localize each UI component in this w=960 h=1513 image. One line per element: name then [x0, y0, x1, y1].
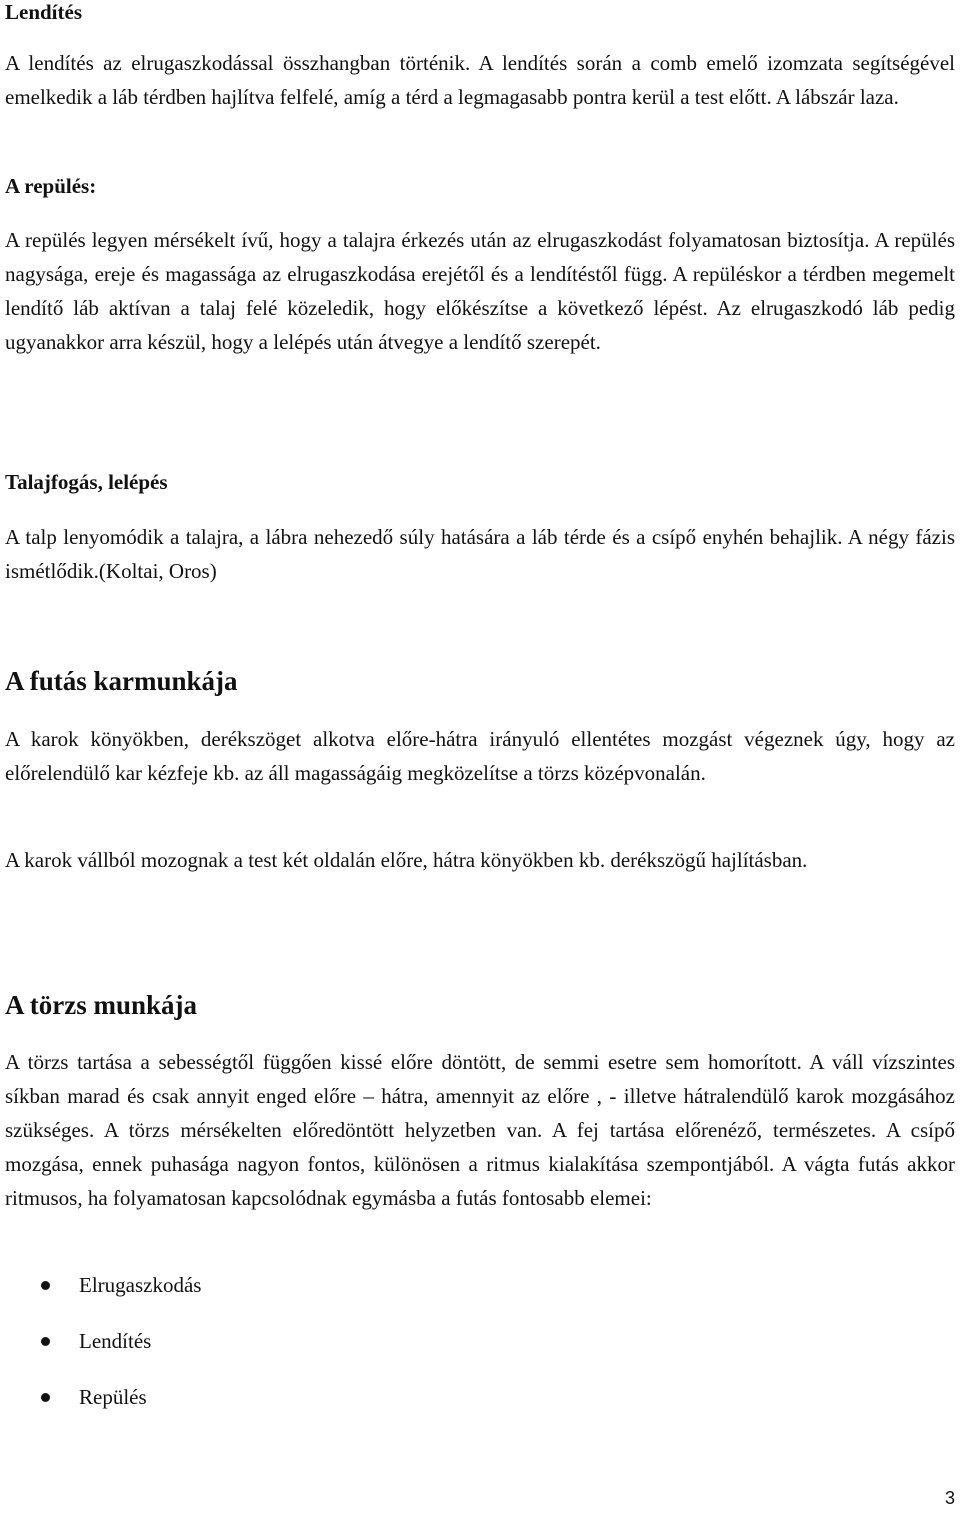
section-talajfogas [5, 470, 955, 494]
paragraph-repules: A repülés legyen mérsékelt ívű, hogy a talajra érkezés után az elrugaszkodást folyamatosan biztosítja. A repülés nagysága, ereje és magassága az elrugaszkodása erejétől és a lendítéstől függ. A repüléskor a térdben megemelt lendítő láb aktívan a talaj felé közeledik, hogy előkészítse a következő lépést. Az elrugaszkodó láb pedig ugyanakkor arra készül, hogy a lelépés után átvegye a lendítő szerepét. [5, 228, 955, 354]
heading-karmunka: A futás karmunkája [5, 666, 238, 696]
list-item-label: Elrugaszkodás [79, 1273, 202, 1297]
section-repules-body [5, 223, 955, 359]
section-lendites [5, 0, 955, 24]
paragraph-torzs: A törzs tartása a sebességtől függően kissé előre döntött, de semmi esetre sem homorított. A váll vízszintes síkban marad és csak annyit enged előre – hátra, amennyit az előre , - illetve hátralendülő karok mozgásához szükséges. A törzs mérsékelten előredöntött helyzetben van. A fej tartása előrenéző, természetes. A csípő mozgása, ennek puhasága nagyon fontos, különösen a ritmus kialakítása szempontjából. A vágta futás akkor ritmusos, ha folyamatosan kapcsolódnak egymásba a futás fontosabb elemei: [5, 1050, 955, 1210]
section-talajfogas-body [5, 520, 955, 588]
section-karmunka [5, 665, 955, 697]
section-karmunka-body [5, 722, 955, 790]
bullet-list [5, 1268, 955, 1436]
list-item-label: Repülés [79, 1385, 147, 1409]
paragraph-talajfogas: A talp lenyomódik a talajra, a lábra nehezedő súly hatására a láb térde és a csípő enyhén behajlik. A négy fázis ismétlődik.(Koltai, Oros) [5, 525, 955, 583]
section-repules [5, 174, 955, 198]
list-item [5, 1324, 955, 1380]
section-torzs [5, 989, 955, 1021]
list-item [5, 1268, 955, 1324]
bullet-dot-icon [41, 1337, 50, 1346]
bullet-dot-icon [41, 1393, 50, 1402]
section-lendites-body [5, 46, 955, 114]
list-item-label: Lendítés [79, 1329, 152, 1353]
section-torzs-body [5, 1045, 955, 1215]
paragraph-lendites: A lendítés az elrugaszkodással összhangban történik. A lendítés során a comb emelő izomzata segítségével emelkedik a láb térdben hajlítva felfelé, amíg a térd a legmagasabb pontra kerül a test előtt. A lábszár laza. [5, 51, 955, 109]
heading-repules: A repülés: [5, 174, 97, 198]
bullet-dot-icon [41, 1281, 50, 1290]
paragraph-karmunka-2: A karok vállból mozognak a test két oldalán előre, hátra könyökben kb. derékszögű hajlításban. [5, 848, 808, 872]
heading-talajfogas: Talajfogás, lelépés [5, 470, 168, 494]
paragraph-karmunka-1: A karok könyökben, derékszöget alkotva előre-hátra irányuló ellentétes mozgást végeznek úgy, hogy az előrelendülő kar kézfeje kb. az áll magasságáig megközelítse a törzs középvonalán. [5, 727, 955, 785]
page-number: 3 [944, 1488, 955, 1508]
list-item [5, 1380, 955, 1436]
heading-lendites: Lendítés [5, 0, 83, 24]
heading-torzs: A törzs munkája [5, 990, 198, 1020]
section-karmunka-body-2 [5, 843, 955, 877]
